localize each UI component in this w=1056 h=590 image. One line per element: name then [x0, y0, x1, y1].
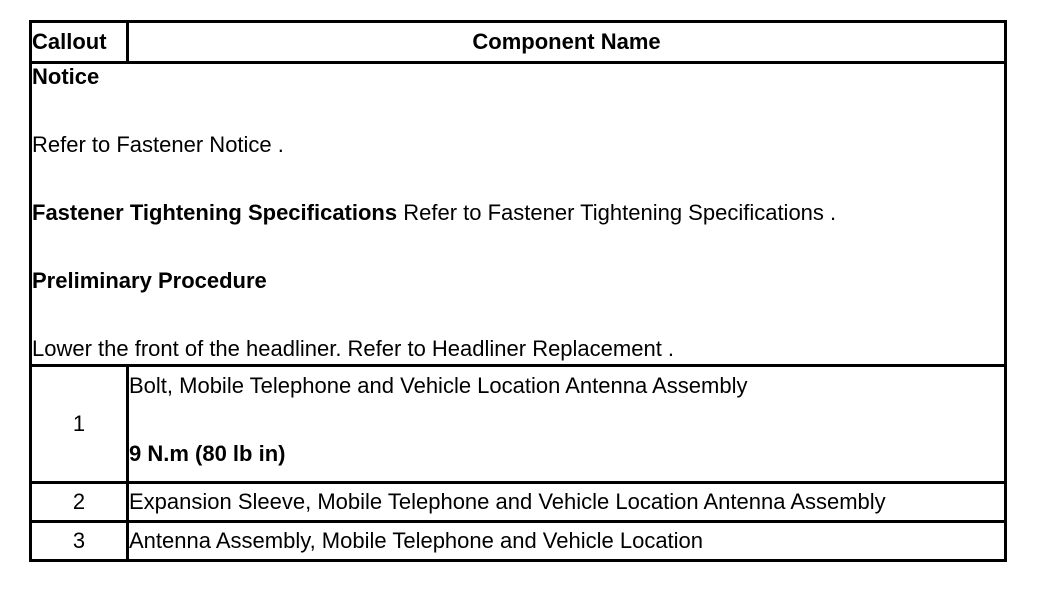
component-name-cell: Expansion Sleeve, Mobile Telephone and Vehicle Location Antenna Assembly	[128, 483, 1006, 522]
callout-cell: 1	[31, 366, 128, 483]
procedure-text-line	[32, 336, 1004, 364]
table-row	[31, 483, 1006, 522]
table-row	[31, 366, 1006, 483]
spec-label: Fastener Tightening Specifications	[32, 200, 398, 225]
component-name-header: Component Name	[128, 22, 1006, 63]
procedure-text: Lower the front of the headliner. Refer to Headliner Replacement .	[32, 336, 675, 361]
table-row	[31, 522, 1006, 561]
spec-line	[32, 200, 1004, 268]
component-name: Bolt, Mobile Telephone and Vehicle Location Antenna Assembly	[129, 373, 748, 398]
procedure-heading: Preliminary Procedure	[32, 268, 267, 293]
notice-text: Refer to Fastener Notice .	[32, 132, 284, 157]
callout-cell: 2	[31, 483, 128, 522]
component-name-cell	[128, 366, 1006, 483]
notice-heading: Notice	[32, 64, 100, 89]
component-table	[29, 20, 1007, 562]
spec-text: Refer to Fastener Tightening Specifications .	[403, 200, 837, 225]
notice-row	[31, 63, 1006, 366]
component-name-cell: Antenna Assembly, Mobile Telephone and Vehicle Location	[128, 522, 1006, 561]
callout-header: Callout	[31, 22, 128, 63]
procedure-heading-line	[32, 268, 1004, 336]
torque-spec: 9 N.m (80 lb in)	[129, 441, 286, 466]
notice-heading-line	[32, 64, 1004, 132]
notice-cell	[31, 63, 1006, 366]
callout-cell: 3	[31, 522, 128, 561]
header-row	[31, 22, 1006, 63]
notice-text-line	[32, 132, 1004, 200]
